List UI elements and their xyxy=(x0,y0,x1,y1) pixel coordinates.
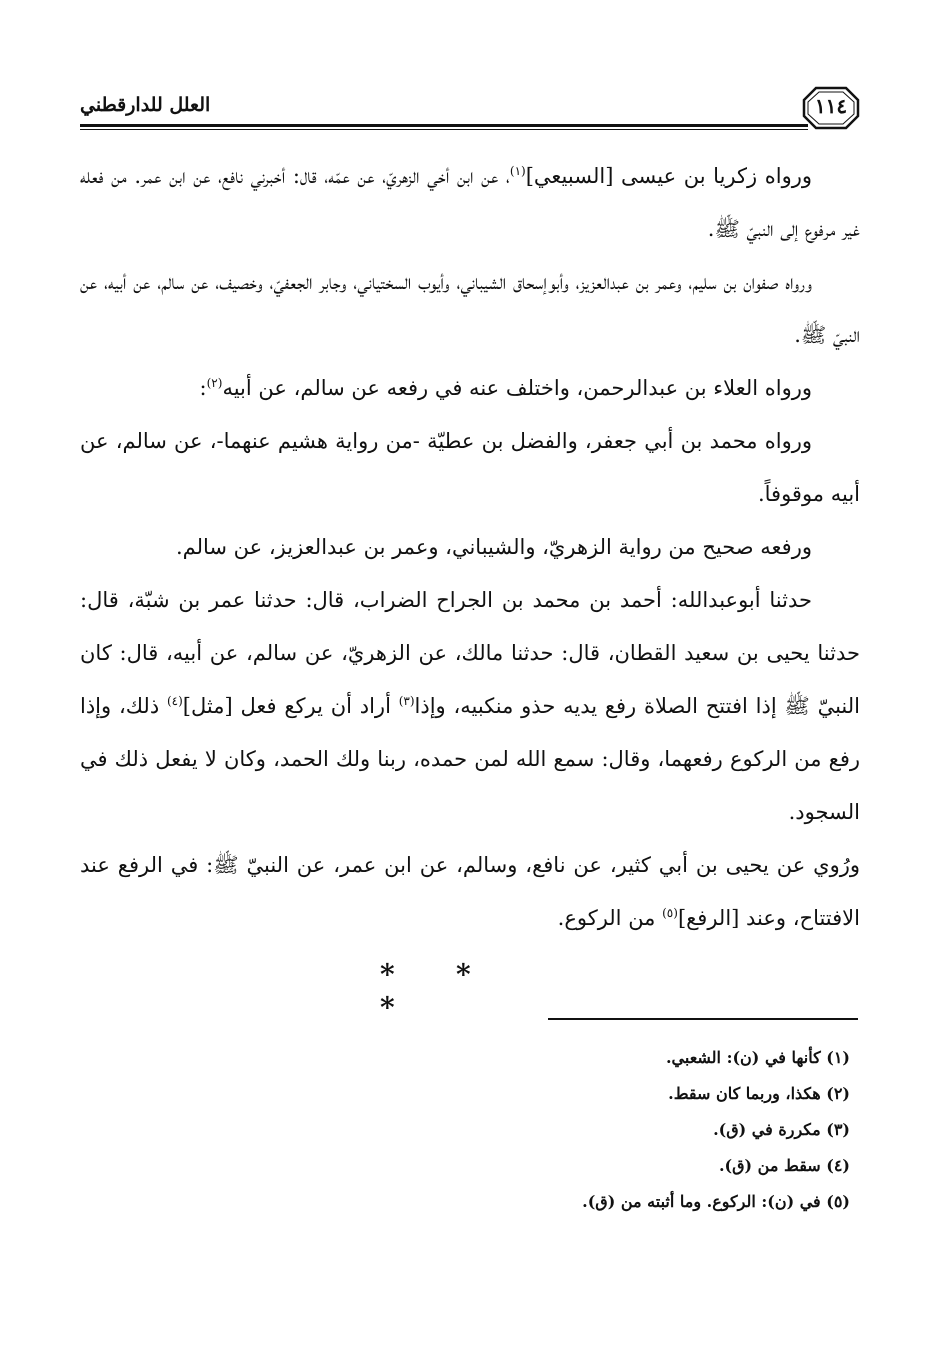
paragraph: ورفعه صحيح من رواية الزهريّ، والشيباني، وعمر بن عبدالعزيز، عن سالم. xyxy=(175,535,812,559)
paragraph: ورواه زكريا بن عيسى [السبيعي]$^{(١)}$، عن ابن أخي الزهريّ، عن عمّه، قال: أخبرني نافع، عن ابن عمر. من فعله غير مرفوع إلى النبيّ ﷺ. xyxy=(80,164,860,241)
paragraph: ورواه صفوان بن سليم، وعمر بن عبدالعزيز، وأبوإسحاق الشيباني، وأيوب السختياني، وجابر الجعفيّ، وخصيف، عن سالم، عن أبيه، عن النبيّ ﷺ. xyxy=(80,270,860,347)
footnote: (٥) في (ن): الركوع. وما أثبته من (ق). xyxy=(582,1192,850,1211)
footnotes xyxy=(80,1040,850,1220)
page-number: ١١٤ xyxy=(814,94,848,118)
footnote: (٤) سقط من (ق). xyxy=(718,1156,850,1175)
footnote: (٢) هكذا، وربما كان سقط. xyxy=(668,1084,850,1103)
footnote: (٣) مكررة في (ق). xyxy=(713,1120,850,1139)
paragraph: حدثنا أبوعبدالله: أحمد بن محمد بن الجراح الضراب، قال: حدثنا عمر بن شبّة، قال: حدثنا يحيى بن سعيد القطان، قال: حدثنا مالك، عن الزهريّ، عن سالم، عن أبيه، قال: كان النبيّ ﷺ إذا افتتح الصلاة رفع يديه حذو منكبيه، وإذا$^{(٣)}$ أراد أن يركع فعل [مثل]$^{(٤)}$ ذلك، وإذا رفع من الركوع رفعهما، وقال: سمع الله لمن حمده، ربنا ولك الحمد، وكان لا يفعل ذلك في السجود. xyxy=(80,588,860,824)
paragraph: ورُوي عن يحيى بن أبي كثير، عن نافع، وسالم، عن ابن عمر، عن النبيّ ﷺ: في الرفع عند الافتتاح، وعند [الرفع]$^{(٥)}$ من الركوع. xyxy=(80,853,860,930)
separator-star: * xyxy=(456,958,471,991)
footnote: (١) كأنها في (ن): الشعبي. xyxy=(665,1048,850,1067)
header-rule-thin xyxy=(80,129,808,130)
separator-star: * xyxy=(380,991,395,1024)
separator-star: * xyxy=(380,958,395,991)
paragraph: ورواه العلاء بن عبدالرحمن، واختلف عنه في رفعه عن سالم، عن أبيه$^{(٢)}$: xyxy=(199,376,812,400)
footnote-rule xyxy=(548,1018,858,1020)
main-text xyxy=(80,150,860,945)
section-separator xyxy=(380,958,580,1024)
running-title: العلل للدارقطني xyxy=(80,94,211,116)
header-rule xyxy=(80,124,808,127)
page-number-badge xyxy=(802,86,860,130)
paragraph: ورواه محمد بن أبي جعفر، والفضل بن عطيّة -من رواية هشيم عنهما-، عن سالم، عن أبيه موقوفاً. xyxy=(80,429,860,506)
page-header xyxy=(80,82,860,132)
